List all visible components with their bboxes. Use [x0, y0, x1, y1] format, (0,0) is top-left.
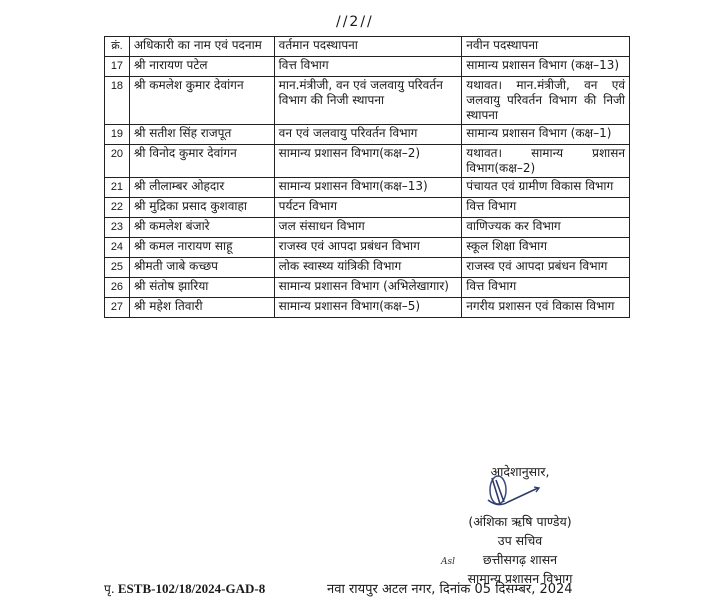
current-posting-cell: मान.मंत्रीजी, वन एवं जलवायु परिवर्तन विभाग की निजी स्थापना [274, 77, 462, 125]
serial-cell: 19 [105, 125, 130, 145]
current-posting-cell: जल संसाधन विभाग [274, 218, 462, 238]
page-marker: //2// [336, 14, 374, 30]
officer-name-cell: श्री महेश तिवारी [129, 298, 274, 318]
new-posting-cell: स्कूल शिक्षा विभाग [462, 238, 630, 258]
officer-name-cell: श्री संतोष झारिया [129, 278, 274, 298]
table-header-row [105, 37, 630, 57]
current-posting-cell: सामान्य प्रशासन विभाग(कक्ष–2) [274, 145, 462, 178]
new-posting-cell: वित्त विभाग [462, 198, 630, 218]
officer-name-cell: श्री कमलेश कुमार देवांगन [129, 77, 274, 125]
serial-cell: 21 [105, 178, 130, 198]
officer-name-cell: श्रीमती जाबे कच्छप [129, 258, 274, 278]
current-posting-cell: सामान्य प्रशासन विभाग(कक्ष–13) [274, 178, 462, 198]
table-row [105, 125, 630, 145]
new-posting-cell: वित्त विभाग [462, 278, 630, 298]
officer-name-cell: श्री कमलेश बंजारे [129, 218, 274, 238]
reference-prefix: पृ. [104, 582, 115, 596]
signatory-name: (अंशिका ऋषि पाण्डेय) [468, 514, 572, 529]
new-posting-cell: सामान्य प्रशासन विभाग (कक्ष–1) [462, 125, 630, 145]
officer-name-cell: श्री लीलाम्बर ओहदार [129, 178, 274, 198]
table-row [105, 198, 630, 218]
new-posting-cell: सामान्य प्रशासन विभाग (कक्ष–13) [462, 57, 630, 77]
current-posting-cell: पर्यटन विभाग [274, 198, 462, 218]
handwritten-signature-icon [478, 472, 548, 512]
current-posting-cell: सामान्य प्रशासन विभाग(कक्ष–5) [274, 298, 462, 318]
serial-cell: 23 [105, 218, 130, 238]
current-posting-cell: लोक स्वास्थ्य यांत्रिकी विभाग [274, 258, 462, 278]
serial-cell: 27 [105, 298, 130, 318]
initials-mark: Asl [441, 557, 455, 567]
header-current-posting: वर्तमान पदस्थापना [274, 37, 462, 57]
table-row [105, 218, 630, 238]
header-officer-name: अधिकारी का नाम एवं पदनाम [129, 37, 274, 57]
new-posting-cell: वाणिज्यक कर विभाग [462, 218, 630, 238]
officer-name-cell: श्री कमल नारायण साहू [129, 238, 274, 258]
header-new-posting: नवीन पदस्थापना [462, 37, 630, 57]
transfer-table [104, 36, 630, 318]
serial-cell: 26 [105, 278, 130, 298]
table-row [105, 298, 630, 318]
signatory-designation: उप सचिव [497, 533, 543, 548]
serial-cell: 24 [105, 238, 130, 258]
reference-code: ESTB-102/18/2024-GAD-8 [117, 581, 266, 596]
table-row [105, 57, 630, 77]
new-posting-cell: पंचायत एवं ग्रामीण विकास विभाग [462, 178, 630, 198]
table-row [105, 238, 630, 258]
new-posting-cell: यथावत। सामान्य प्रशासन विभाग(कक्ष–2) [462, 145, 630, 178]
table-row [105, 145, 630, 178]
current-posting-cell: वन एवं जलवायु परिवर्तन विभाग [274, 125, 462, 145]
officer-name-cell: श्री मुद्रिका प्रसाद कुशवाहा [129, 198, 274, 218]
serial-cell: 18 [105, 77, 130, 125]
serial-cell: 17 [105, 57, 130, 77]
serial-cell: 20 [105, 145, 130, 178]
place-and-date: नवा रायपुर अटल नगर, दिनांक 05 दिसम्बर, 2024 [327, 582, 573, 597]
new-posting-cell: यथावत। मान.मंत्रीजी, वन एवं जलवायु परिवर्तन विभाग की निजी स्थापना [462, 77, 630, 125]
new-posting-cell: नगरीय प्रशासन एवं विकास विभाग [462, 298, 630, 318]
reference-number [104, 580, 265, 597]
header-serial: क्रं. [105, 37, 130, 57]
table-row [105, 178, 630, 198]
officer-name-cell: श्री सतीश सिंह राजपूत [129, 125, 274, 145]
officer-name-cell: श्री नारायण पटेल [129, 57, 274, 77]
signatory-government: छत्तीसगढ़ शासन [482, 552, 558, 567]
table-row [105, 278, 630, 298]
table-row [105, 77, 630, 125]
current-posting-cell: राजस्व एवं आपदा प्रबंधन विभाग [274, 238, 462, 258]
serial-cell: 22 [105, 198, 130, 218]
order-line: आदेशानुसार, [490, 464, 550, 479]
signatory-department: सामान्य प्रशासन विभाग [467, 571, 573, 586]
current-posting-cell: वित्त विभाग [274, 57, 462, 77]
current-posting-cell: सामान्य प्रशासन विभाग (अभिलेखागार) [274, 278, 462, 298]
officer-name-cell: श्री विनोद कुमार देवांगन [129, 145, 274, 178]
table-row [105, 258, 630, 278]
new-posting-cell: राजस्व एवं आपदा प्रबंधन विभाग [462, 258, 630, 278]
serial-cell: 25 [105, 258, 130, 278]
